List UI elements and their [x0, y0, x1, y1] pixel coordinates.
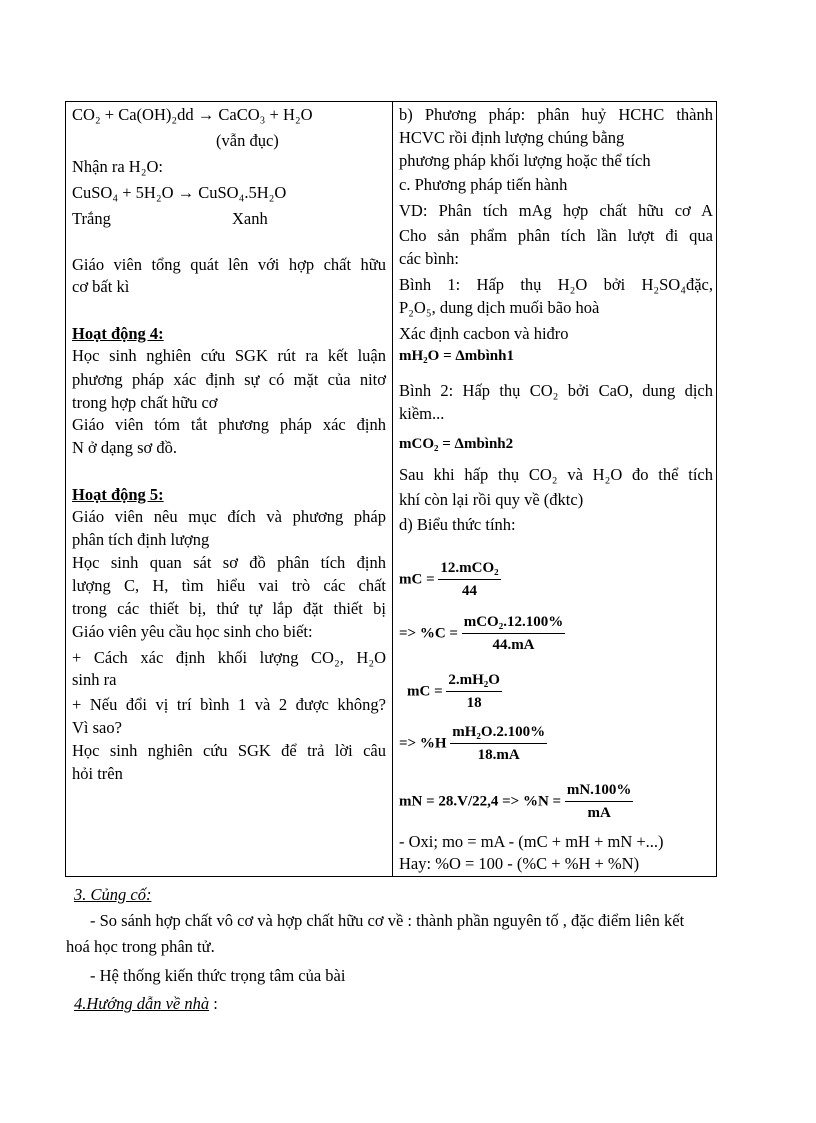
text-line: phương pháp xác định sự có mặt của nitơ: [72, 370, 386, 389]
text-line: trong hợp chất hữu cơ: [72, 393, 218, 412]
text-line: kiềm...: [399, 404, 445, 423]
formula-co2-mass: mCO₂ = Δmbình2: [399, 436, 514, 452]
text-line: các bình:: [399, 249, 460, 268]
text-line: Xác định cacbon và hiđro: [399, 324, 569, 343]
equation-cuso4: CuSO₄ + 5H₂O → CuSO₄.5H₂O: [72, 183, 287, 202]
column-divider: [392, 102, 393, 876]
text-line: Học sinh quan sát sơ đồ phân tích định: [72, 553, 386, 572]
text-line: lượng C, H, tìm hiểu vai trò các chất: [72, 576, 386, 595]
paragraph: - Hệ thống kiến thức trọng tâm của bài: [90, 966, 346, 985]
text-line: sinh ra: [72, 670, 117, 689]
fraction: $\frac{\text{2.mH₂O}}{18}$: [448, 672, 500, 711]
paragraph: - So sánh hợp chất vô cơ và hợp chất hữu cơ về : thành phần nguyên tố , đặc điểm liên kết: [90, 911, 685, 930]
text-line: Cho sản phẩm phân tích lần lượt đi qua: [399, 226, 713, 245]
section-4-heading: 4.Hướng dẫn về nhà :: [74, 994, 218, 1013]
color-blue: Xanh: [232, 209, 268, 228]
paragraph: hoá học trong phân tử.: [66, 937, 215, 956]
teacher-student-activities: [72, 102, 386, 876]
formula-percent-hydrogen: => %H $\frac{\text{mH₂O.2.100\%}}{18.mA}$: [399, 724, 546, 763]
text-line: Vì sao?: [72, 718, 122, 737]
text-line: c. Phương pháp tiến hành: [399, 175, 568, 194]
text-line: + Cách xác định khối lượng CO₂, H₂O: [72, 648, 386, 667]
formula-mass-hydrogen: mC = $\frac{\text{2.mH₂O}}{18}$: [407, 672, 500, 711]
text-line: P₂O₅, dung dịch muối bão hoà: [399, 298, 600, 317]
activity-4-heading: Hoạt động 4:: [72, 324, 164, 343]
fraction: $\frac{\text{12.mCO₂}}{44}$: [440, 560, 499, 599]
text-line: HCVC rồi định lượng chúng bằng: [399, 128, 625, 147]
text-line: Học sinh nghiên cứu SGK để trả lời câu: [72, 741, 386, 760]
text-line: Giáo viên tổng quát lên với hợp chất hữu: [72, 255, 386, 274]
text-line: - Oxi; mo = mA - (mC + mH + mN +...): [399, 832, 664, 851]
text-line: N ở dạng sơ đồ.: [72, 438, 177, 457]
equation-co2-limewater: CO₂ + Ca(OH)₂dd → CaCO₃ + H₂O: [72, 105, 313, 124]
text-line: cơ bất kì: [72, 277, 130, 296]
formula-water-mass: mH₂O = Δmbình1: [399, 348, 514, 364]
text-line: khí còn lại rồi quy về (đktc): [399, 490, 584, 509]
text-line: + Nếu đổi vị trí bình 1 và 2 được không?: [72, 695, 386, 714]
formula-mass-carbon: mC = $\frac{\text{12.mCO₂}}{44}$: [399, 560, 499, 599]
text-line: Bình 2: Hấp thụ CO₂ bởi CaO, dung dịch: [399, 381, 713, 400]
text-line: Hay: %O = 100 - (%C + %H + %N): [399, 854, 640, 873]
fraction: $\frac{\text{mCO₂.12.100\%}}{44.mA}$: [463, 614, 564, 653]
equation-note: (vẫn đục): [216, 131, 279, 150]
section-3-heading: 3. Củng cố:: [74, 885, 152, 904]
text-line: phương pháp khối lượng hoặc thể tích: [399, 151, 651, 170]
text-line: phân tích định lượng: [72, 530, 210, 549]
fraction: $\frac{\text{mH₂O.2.100\%}}{18.mA}$: [452, 724, 546, 763]
text-line: trong các thiết bị, thứ tự lắp đặt thiết bị: [72, 599, 386, 618]
text-line: Giáo viên yêu cầu học sinh cho biết:: [72, 622, 313, 641]
detect-water-label: Nhận ra H₂O:: [72, 157, 163, 176]
text-line: d) Biểu thức tính:: [399, 515, 516, 534]
text-line: b) Phương pháp: phân huỷ HCHC thành: [399, 105, 713, 124]
activity-5-heading: Hoạt động 5:: [72, 485, 164, 504]
text-line: Sau khi hấp thụ CO₂ và H₂O đo thể tích: [399, 465, 713, 484]
text-line: Bình 1: Hấp thụ H₂O bởi H₂SO₄đặc,: [399, 275, 713, 294]
text-line: hỏi trên: [72, 764, 123, 783]
formula-percent-carbon: => %C = $\frac{\text{mCO₂.12.100\%}}{44.mA}$: [399, 614, 564, 653]
text-line: Giáo viên nêu mục đích và phương pháp: [72, 507, 386, 526]
text-line: VD: Phân tích mAg hợp chất hữu cơ A: [399, 201, 713, 220]
fraction: $\frac{mN.100\%}{mA}$: [566, 782, 632, 821]
formula-percent-nitrogen: mN = 28.V/22,4 => %N = $\frac{mN.100\%}{mA}$: [399, 782, 632, 821]
color-white: Trắng: [72, 209, 111, 228]
text-line: Học sinh nghiên cứu SGK rút ra kết luận: [72, 346, 386, 365]
lesson-content: [399, 102, 713, 876]
text-line: Giáo viên tóm tắt phương pháp xác định: [72, 415, 386, 434]
lesson-table: [65, 101, 717, 877]
